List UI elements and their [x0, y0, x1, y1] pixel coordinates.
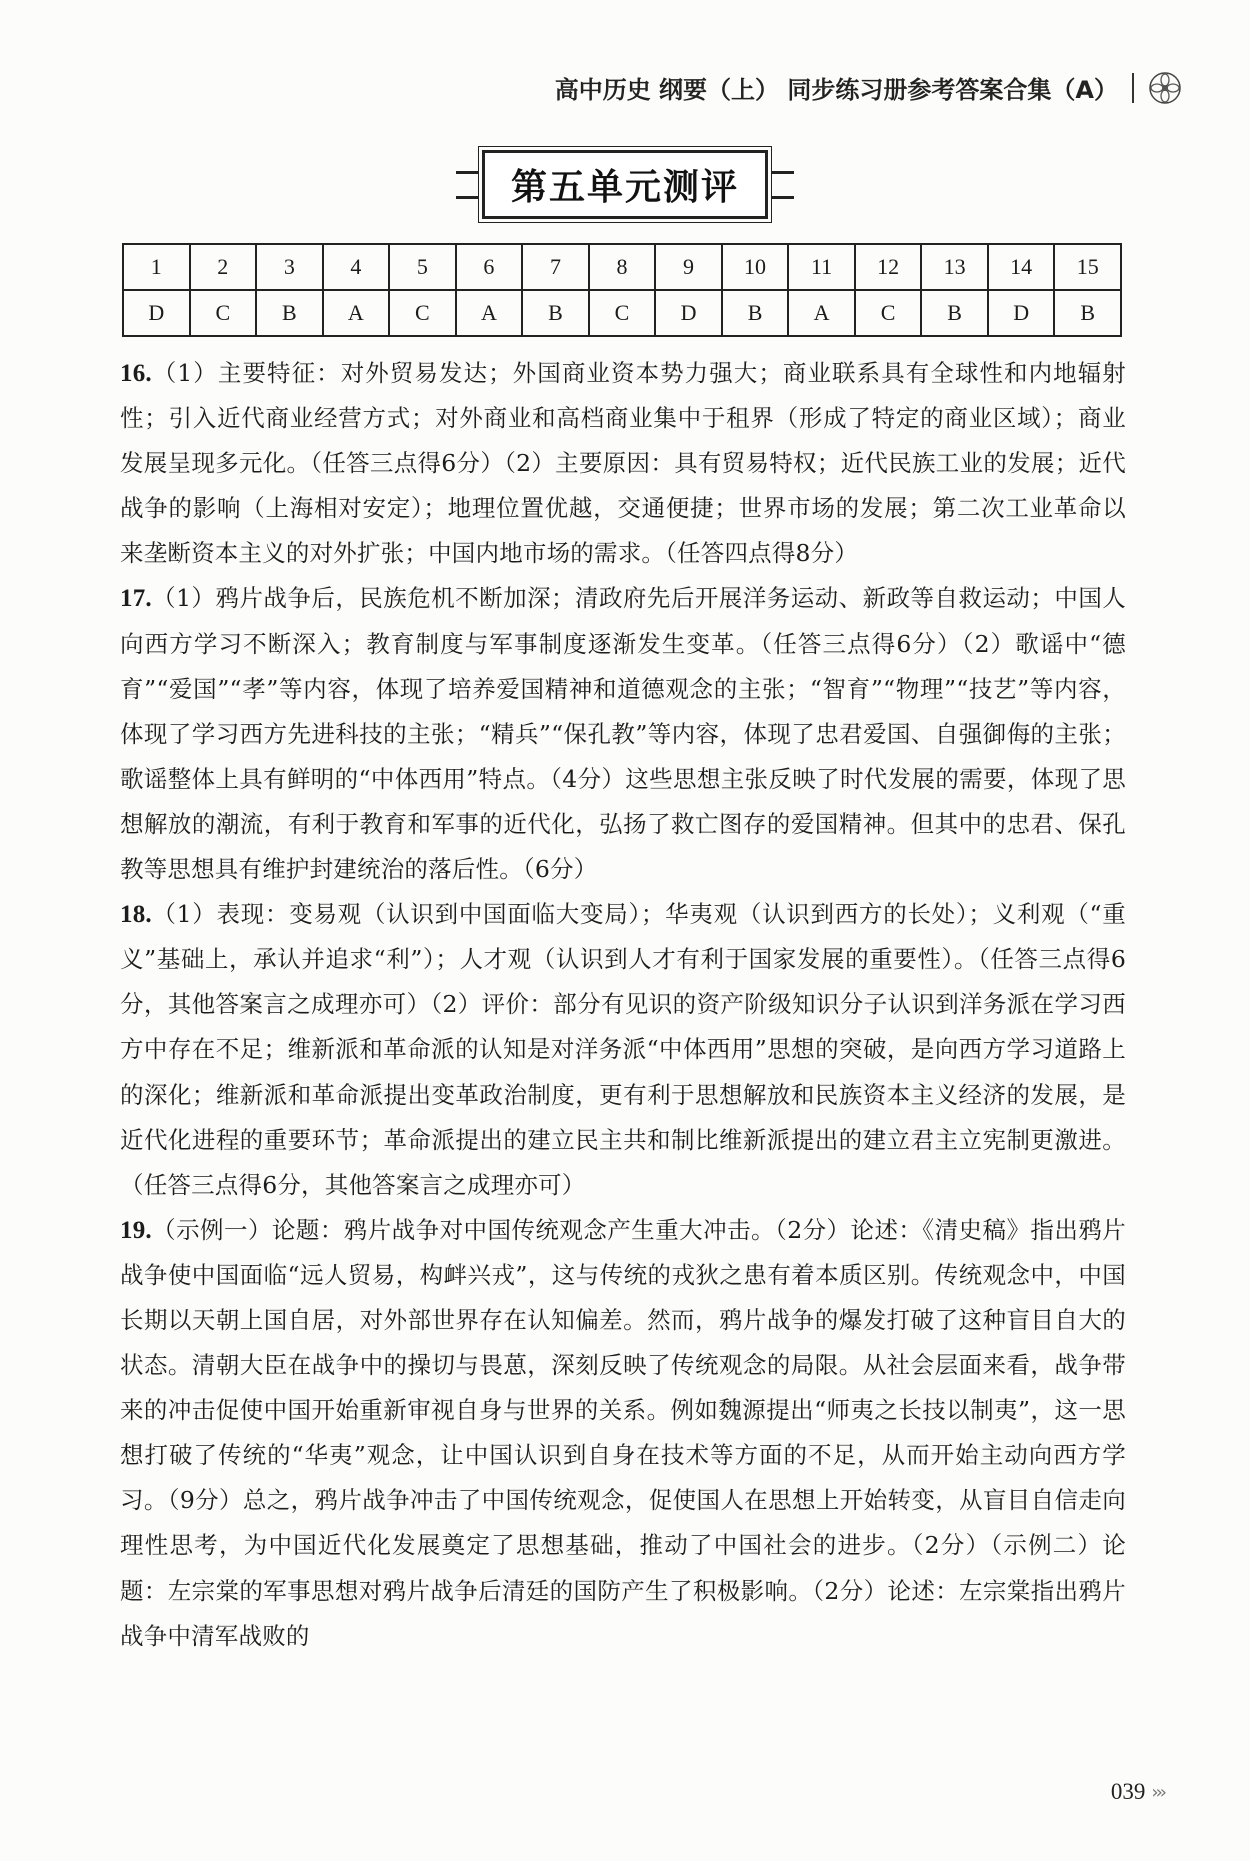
table-cell: D	[123, 290, 190, 336]
table-cell: B	[1054, 290, 1121, 336]
question-number: 19.	[120, 1216, 152, 1244]
table-cell: 13	[921, 244, 988, 290]
table-cell: C	[855, 290, 922, 336]
table-cell: 2	[190, 244, 257, 290]
answer-content	[120, 351, 1126, 1659]
question-answer	[120, 892, 1126, 1208]
table-cell: B	[256, 290, 323, 336]
section-title-frame	[452, 150, 798, 219]
table-cell: 15	[1054, 244, 1121, 290]
table-cell: 9	[655, 244, 722, 290]
section-title: 第五单元测评	[482, 150, 768, 219]
table-cell: A	[456, 290, 523, 336]
question-number-row	[123, 244, 1121, 290]
title-decoration-right	[772, 171, 794, 199]
table-cell: D	[655, 290, 722, 336]
chevron-right-icon: ›››	[1151, 1781, 1164, 1803]
answer-table	[122, 243, 1122, 337]
question-number: 16.	[120, 360, 152, 387]
answer-text: （1）主要特征：对外贸易发达；外国商业资本势力强大；商业联系具有全球性和内地辐射性；引入近代商业经营方式；对外商业和高档商业集中于租界（形成了特定的商业区域）；商业发展呈现多元化。（任答三点得6分）（2）主要原因：具有贸易特权；近代民族工业的发展；近代战争的影响（上海相对安定）；地理位置优越，交通便捷；世界市场的发展；第二次工业革命以来垄断资本主义的对外扩张；中国内地市场的需求。（任答四点得8分）	[120, 359, 1126, 568]
table-cell: 8	[589, 244, 656, 290]
question-answer	[120, 1208, 1126, 1659]
table-cell: 7	[522, 244, 589, 290]
header-divider	[1132, 73, 1134, 103]
table-cell: 6	[456, 244, 523, 290]
table-cell: A	[788, 290, 855, 336]
table-cell: 5	[389, 244, 456, 290]
page-header	[555, 70, 1182, 105]
table-cell: C	[389, 290, 456, 336]
question-answer	[120, 576, 1126, 892]
table-cell: B	[522, 290, 589, 336]
table-cell: C	[589, 290, 656, 336]
table-cell: 11	[788, 244, 855, 290]
table-cell: D	[988, 290, 1055, 336]
table-cell: 3	[256, 244, 323, 290]
table-cell: 12	[855, 244, 922, 290]
title-decoration-left	[456, 171, 478, 199]
answer-text: （1）鸦片战争后，民族危机不断加深；清政府先后开展洋务运动、新政等自救运动；中国人向西方学习不断深入；教育制度与军事制度逐渐发生变革。（任答三点得6分）（2）歌谣中“德育”“爱国”“孝”等内容，体现了培养爱国精神和道德观念的主张；“智育”“物理”“技艺”等内容，体现了学习西方先进科技的主张；“精兵”“保孔教”等内容，体现了忠君爱国、自强御侮的主张；歌谣整体上具有鲜明的“中体西用”特点。（4分）这些思想主张反映了时代发展的需要，体现了思想解放的潮流，有利于教育和军事的近代化，弘扬了救亡图存的爱国精神。但其中的忠君、保孔教等思想具有维护封建统治的落后性。（6分）	[120, 584, 1126, 884]
question-number: 17.	[120, 585, 152, 613]
table-cell: 14	[988, 244, 1055, 290]
table-cell: B	[722, 290, 789, 336]
question-number: 18.	[120, 901, 152, 929]
flower-emblem-icon	[1148, 71, 1182, 105]
header-title: 高中历史 纲要（上） 同步练习册参考答案合集（A）	[554, 76, 1118, 104]
table-cell: B	[921, 290, 988, 336]
page-number-text: 039	[1110, 1779, 1146, 1804]
table-cell: 10	[722, 244, 789, 290]
answer-text: （示例一）论题：鸦片战争对中国传统观念产生重大冲击。（2分）论述：《清史稿》指出鸦片战争使中国面临“远人贸易，构衅兴戎”，这与传统的戎狄之患有着本质区别。传统观念中，中国长期以天朝上国自居，对外部世界存在认知偏差。然而，鸦片战争的爆发打破了这种盲目自大的状态。清朝大臣在战争中的操切与畏葸，深刻反映了传统观念的局限。从社会层面来看，战争带来的冲击促使中国开始重新审视自身与世界的关系。例如魏源提出“师夷之长技以制夷”，这一思想打破了传统的“华夷”观念，让中国认识到自身在技术等方面的不足，从而开始主动向西方学习。（9分）总之，鸦片战争冲击了中国传统观念，促使国人在思想上开始转变，从盲目自信走向理性思考，为中国近代化发展奠定了思想基础，推动了中国社会的进步。（2分）（示例二）论题：左宗棠的军事思想对鸦片战争后清廷的国防产生了积极影响。（2分）论述：左宗棠指出鸦片战争中清军战败的	[120, 1215, 1126, 1650]
answer-row	[123, 290, 1121, 336]
page-number	[1111, 1779, 1164, 1805]
table-cell: 4	[323, 244, 390, 290]
question-answer	[120, 351, 1126, 576]
table-cell: A	[323, 290, 390, 336]
table-cell: 1	[123, 244, 190, 290]
answer-text: （1）表现：变易观（认识到中国面临大变局）；华夷观（认识到西方的长处）；义利观（“重义”基础上，承认并追求“利”）；人才观（认识到人才有利于国家发展的重要性）。（任答三点得6分，其他答案言之成理亦可）（2）评价：部分有见识的资产阶级知识分子认识到洋务派在学习西方中存在不足；维新派和革命派的认知是对洋务派“中体西用”思想的突破，是向西方学习道路上的深化；维新派和革命派提出变革政治制度，更有利于思想解放和民族资本主义经济的发展，是近代化进程的重要环节；革命派提出的建立民主共和制比维新派提出的建立君主立宪制更激进。（任答三点得6分，其他答案言之成理亦可）	[120, 900, 1126, 1199]
table-cell: C	[190, 290, 257, 336]
